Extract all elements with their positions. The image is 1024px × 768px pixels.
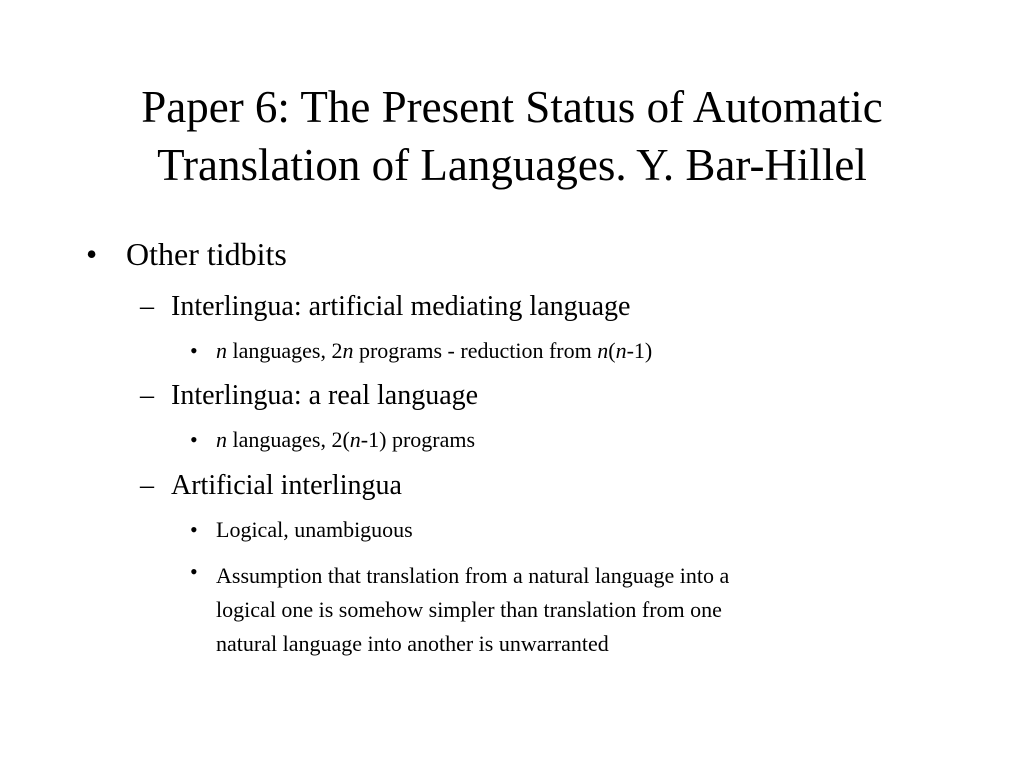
bullet-marker: •	[190, 517, 198, 542]
title-line-2: Translation of Languages. Y. Bar-Hillel	[157, 140, 867, 190]
item-text	[216, 559, 976, 661]
item-text: Logical, unambiguous	[216, 517, 413, 542]
bullet-marker: •	[190, 559, 198, 584]
title-line-1: Paper 6: The Present Status of Automatic	[141, 82, 883, 132]
subbullet-text: Artificial interlingua	[171, 470, 402, 501]
dash-marker: –	[140, 380, 154, 411]
bullet-marker: •	[190, 338, 198, 363]
dash-marker: –	[140, 470, 154, 501]
subbullet-text: Interlingua: artificial mediating language	[171, 291, 631, 322]
item-text-line-1: Assumption that translation from a natural language into a	[216, 563, 730, 588]
item-text: n languages, 2n programs - reduction from n(n-1)	[216, 338, 653, 363]
bullet-marker: •	[190, 427, 198, 452]
item-text-line-3: natural language into another is unwarranted	[216, 631, 609, 656]
item-text: n languages, 2(n-1) programs	[216, 427, 476, 452]
dash-marker: –	[140, 291, 154, 322]
item-text-line-2: logical one is somehow simpler than translation from one	[216, 597, 722, 622]
bullet-text: Other tidbits	[126, 236, 287, 272]
bullet-marker: •	[86, 236, 98, 272]
subbullet-text: Interlingua: a real language	[171, 380, 479, 411]
